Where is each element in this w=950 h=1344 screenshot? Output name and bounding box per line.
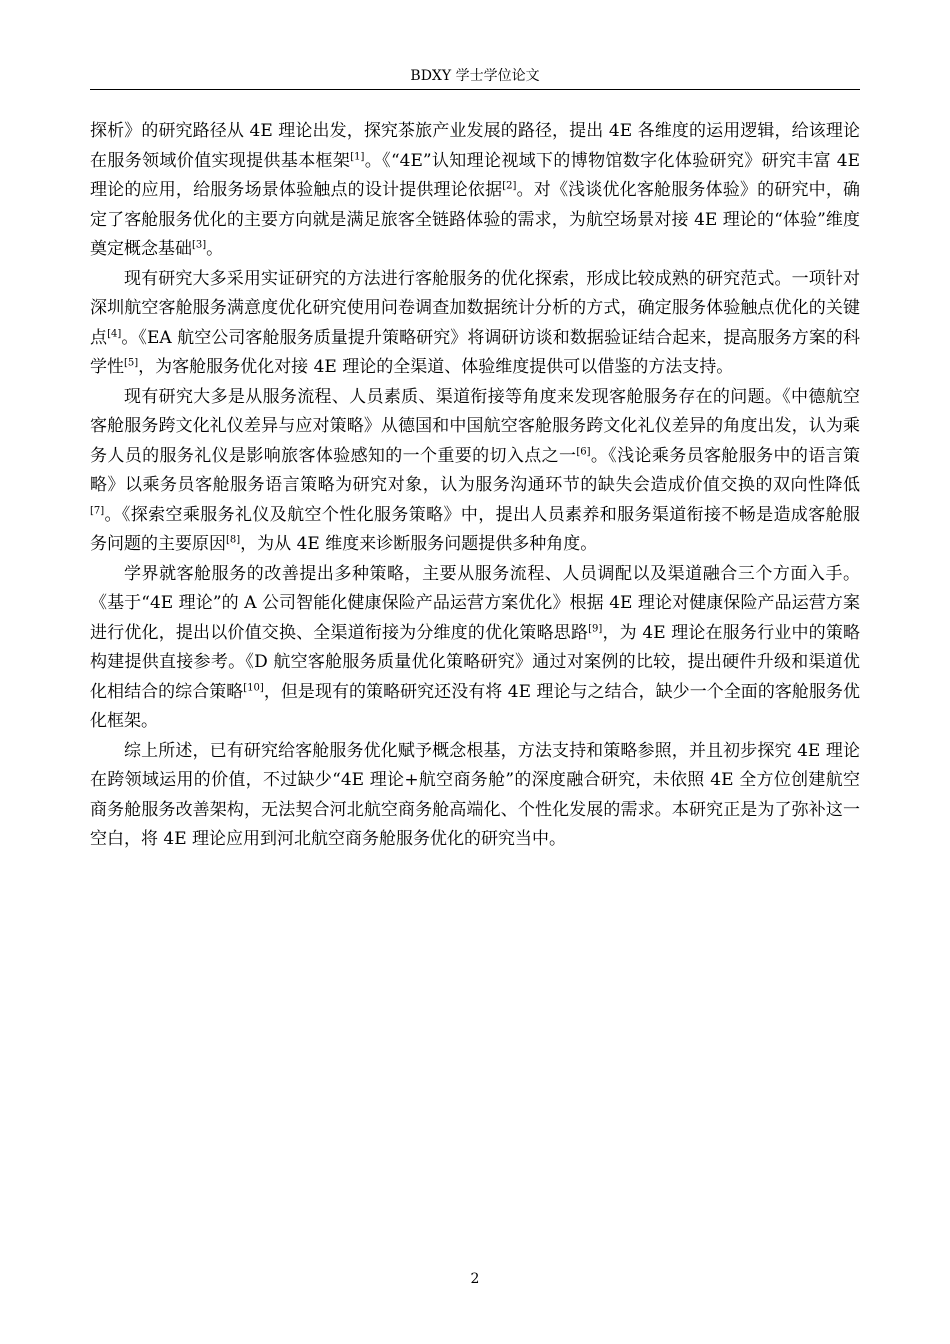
citation-ref: [8] (226, 534, 241, 546)
paragraph-text: 。《“4E”认知理论视域下的博物馆数字化体验研究》研究丰富 4E 理论的应用，给服务场景体验触点的设计提供理论依据 (90, 150, 860, 200)
citation-ref: [3] (192, 239, 207, 251)
paragraph-text: ，为客舱服务优化对接 4E 理论的全渠道、体验维度提供可以借鉴的方法支持。 (138, 357, 734, 377)
paragraph-text: 学界就客舱服务的改善提出多种策略，主要从服务流程、人员调配以及渠道融合三个方面入手。《基于“4E 理论”的 A 公司智能化健康保险产品运营方案优化》根据 4E 理论对健康保险产品运营方案进行优化，提出以价值交换、全渠道衔接为分维度的优化策略思路 (90, 563, 860, 643)
running-header: BDXY 学士学位论文 (410, 68, 540, 84)
paragraph-text: 。《探索空乘服务礼仪及航空个性化服务策略》中，提出人员素养和服务渠道衔接不畅是造成客舱服务问题的主要原因 (90, 504, 860, 554)
paragraph-service-problems (90, 383, 860, 560)
paragraph-text: 综上所述，已有研究给客舱服务优化赋予概念根基，方法支持和策略参照，并且初步探究 4E 理论在跨领域运用的价值，不过缺少“4E 理论+航空商务舱”的深度融合研究，未依照 4E 全方位创建航空商务舱服务改善架构，无法契合河北航空商务舱高端化、个性化发展的需求。本研究正是为了弥补这一空白，将 4E 理论应用到河北航空商务舱服务优化的研究当中。 (90, 740, 860, 849)
citation-ref: [9] (588, 622, 603, 634)
header-divider (90, 89, 860, 90)
paragraph-text: 。对《浅谈优化客舱服务体验》的研究中，确定了客舱服务优化的主要方向就是满足旅客全链路体验的需求，为航空场景对接 4E 理论的“体验”维度奠定概念基础 (90, 180, 861, 259)
paragraph-text: ，为 4E 理论在服务行业中的策略构建提供直接参考。《D 航空客舱服务质量优化策略研究》通过对案例的比较，提出硬件升级和渠道优化相结合的综合策略 (90, 622, 860, 702)
paragraph-continued (90, 117, 860, 265)
citation-ref: [4] (107, 327, 122, 339)
citation-ref: [1] (350, 150, 365, 162)
paragraph-text: 现有研究大多是从服务流程、人员素质、渠道衔接等角度来发现客舱服务存在的问题。《中德航空客舱服务跨文化礼仪差异与应对策略》从德国和中国航空客舱服务跨文化礼仪差异的角度出发，认为乘务人员的服务礼仪是影响旅客体验感知的一个重要的切入点之一 (90, 386, 860, 466)
paragraph-text: 现有研究大多采用实证研究的方法进行客舱服务的优化探索，形成比较成熟的研究范式。一项针对深圳航空客舱服务满意度优化研究使用问卷调查加数据统计分析的方式，确定服务体验触点优化的关键点 (90, 268, 860, 348)
citation-ref: [2] (502, 180, 517, 192)
paragraph-research-methods (90, 265, 860, 383)
paragraph-text: 。 (206, 239, 224, 259)
paragraph-text: ，但是现有的策略研究还没有将 4E 理论与之结合，缺少一个全面的客舱服务优化框架。 (90, 681, 860, 731)
paragraph-text: 。《浅论乘务员客舱服务中的语言策略》以乘务员客舱服务语言策略为研究对象，认为服务沟通环节的缺失会造成价值交换的双向性降低 (90, 445, 860, 495)
document-body (90, 117, 860, 855)
citation-ref: [5] (124, 357, 139, 369)
citation-ref: [10] (243, 681, 264, 693)
paragraph-summary (90, 737, 860, 855)
citation-ref: [6] (576, 445, 591, 457)
paragraph-text: 。《EA 航空公司客舱服务质量提升策略研究》将调研访谈和数据验证结合起来，提高服务方案的科学性 (90, 327, 860, 377)
citation-ref: [7] (90, 504, 105, 516)
paragraph-improvement-strategies (90, 560, 860, 737)
page-number: 2 (470, 1271, 480, 1287)
paragraph-text: 探析》的研究路径从 4E 理论出发，探究茶旅产业发展的路径，提出 4E 各维度的运用逻辑，给该理论在服务领域价值实现提供基本框架 (90, 121, 860, 171)
paragraph-text: ，为从 4E 维度来诊断服务问题提供多种角度。 (240, 534, 598, 554)
